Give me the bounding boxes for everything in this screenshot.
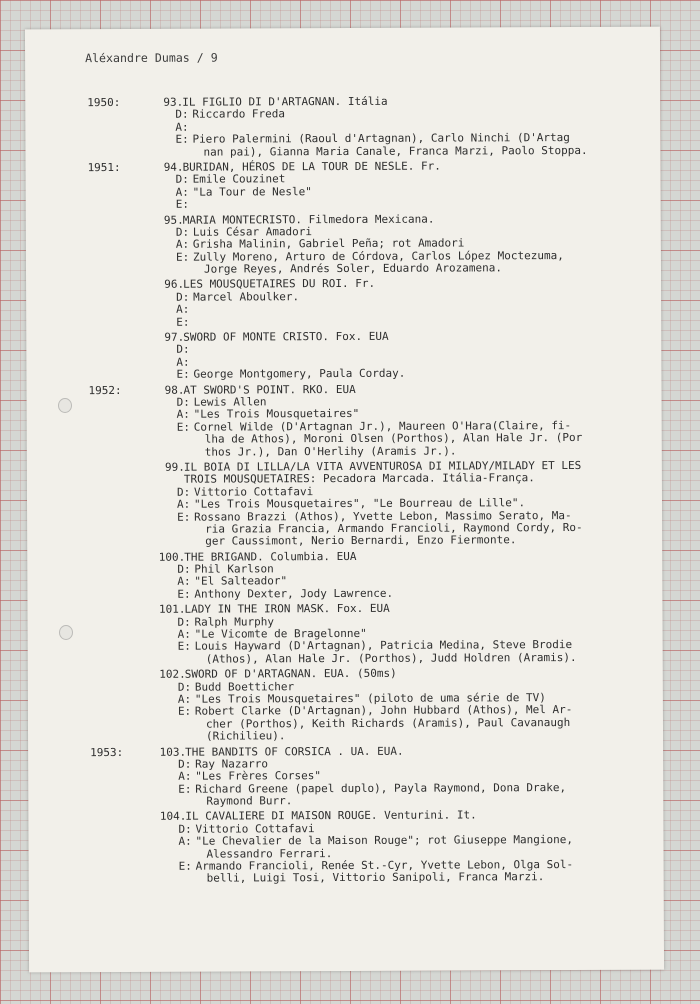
entry-title: BURIDAN, HÉROS DE LA TOUR DE NESLE. Fr. — [182, 159, 441, 174]
credit-label: E: — [177, 640, 191, 654]
entry-year: 1953: — [90, 745, 124, 759]
entry-title: THE BRIGAND. Columbia. EUA — [184, 549, 357, 564]
credit-label: A: — [178, 834, 192, 848]
credit-text: belli, Luigi Tosi, Vittorio Sanipoli, Franca Marzi. — [206, 870, 545, 886]
credit-text: "Les Trois Mousquetaires", "Le Bourreau de Lille". — [193, 496, 526, 511]
credit-continuation — [27, 444, 662, 459]
credit-continuation — [25, 144, 660, 159]
credit-label: E: — [177, 510, 191, 524]
credit-text: "Le Vicomte de Bragelonne" — [194, 626, 367, 641]
credit-continuation — [28, 651, 663, 666]
credit-label: A: — [178, 769, 192, 784]
credit-text: Zully Moreno, Arturo de Córdova, Carlos López Moctezuma, — [192, 248, 564, 264]
film-entry — [26, 160, 661, 212]
credit-text: Budd Boetticher — [194, 679, 295, 694]
credit-label: E: — [176, 367, 190, 381]
credit-text: Phil Karlson — [194, 562, 274, 576]
credit-label: A: — [176, 302, 190, 316]
entry-number: 104. — [159, 810, 187, 824]
credit-text: Vittorio Cottafavi — [195, 822, 315, 836]
entry-title: IL CAVALIERE DI MAISON ROUGE. Venturini. It. — [185, 808, 477, 824]
credit-line-e — [27, 586, 662, 601]
credit-text: lha de Athos), Moroni Olsen (Porthos), Alan Hale Jr. (Por — [204, 431, 583, 446]
credit-label: E: — [175, 197, 189, 211]
credit-text: (Athos), Alan Hale Jr. (Porthos), Judd Holdren (Aramis). — [205, 650, 577, 666]
credit-text: nan pai), Gianna Maria Canale, Franca Marzi, Paolo Stoppa. — [203, 143, 588, 159]
entry-number: 103. — [159, 745, 187, 759]
credit-text: Alessandro Ferrari. — [206, 846, 333, 861]
entry-title: SWORD OF D'ARTAGNAN. EUA. (50ms) — [184, 666, 397, 681]
credit-label: E: — [175, 250, 190, 264]
credit-text: ger Caussimont, Nerio Bernardi, Enzo Fiermonte. — [205, 533, 517, 548]
entry-number: 93. — [163, 95, 184, 109]
entry-title: IL BOIA DI LILLA/LA VITA AVVENTUROSA DI MILADY/MILADY ET LES — [183, 458, 582, 474]
entry-year: 1952: — [88, 383, 122, 397]
entry-year: 1950: — [87, 95, 121, 110]
credit-label: D: — [176, 290, 190, 304]
credit-text: Rossano Brazzi (Athos), Yvette Lebon, Massimo Serato, Ma- — [194, 508, 572, 524]
credit-label: E: — [175, 132, 189, 146]
entry-title: AT SWORD'S POINT. RKO. EUA — [183, 382, 356, 397]
credit-text: "Les Trois Mousquetaires" (piloto de uma série de TV) — [194, 691, 546, 706]
credit-text: "El Salteador" — [194, 574, 288, 589]
credit-label: A: — [176, 497, 191, 511]
credit-label: A: — [175, 120, 189, 134]
credit-line-e — [26, 367, 661, 382]
credit-label: D: — [175, 225, 190, 239]
entry-number: 94. — [163, 160, 184, 174]
entry-number: 99. — [164, 460, 185, 474]
credit-label: A: — [176, 408, 190, 422]
credit-text: Vittorio Cottafavi — [193, 484, 314, 499]
entry-number: 96. — [164, 278, 185, 292]
credit-text: Marcel Aboulker. — [193, 290, 300, 304]
punch-hole-icon — [58, 398, 72, 413]
punch-hole-icon — [59, 625, 73, 640]
credit-label: D: — [177, 680, 192, 694]
credit-label: A: — [177, 575, 191, 589]
credit-text: Robert Clarke (D'Artagnan), John Hubbard (Athos), Mel Ar- — [194, 703, 573, 719]
credit-text: Riccardo Freda — [192, 107, 286, 122]
filmography-list — [25, 95, 663, 890]
entry-number: 101. — [158, 602, 186, 617]
entry-title: SWORD OF MONTE CRISTO. Fox. EUA — [183, 329, 389, 344]
credit-label: A: — [177, 627, 191, 641]
entry-title: TROIS MOUSQUETAIRES: Pecadora Marcada. Itália-França. — [183, 471, 535, 487]
entry-number: 98. — [164, 383, 185, 397]
credit-label: D: — [175, 173, 189, 187]
film-entry — [25, 95, 660, 160]
film-entry — [28, 744, 663, 809]
film-entry — [26, 212, 661, 277]
credit-text: Jorge Reyes, Andrés Soler, Eduardo Arozamena. — [203, 261, 503, 276]
entry-number: 95. — [163, 213, 184, 227]
film-entry — [28, 809, 663, 886]
credit-label: D: — [176, 485, 191, 499]
film-entry — [26, 382, 661, 459]
credit-text: "La Tour de Nesle" — [192, 184, 312, 199]
entry-number: 97. — [164, 330, 185, 344]
credit-text: Piero Palermini (Raoul d'Artagnan), Carlo Ninchi (D'Artag — [192, 131, 570, 146]
credit-label: D: — [176, 343, 190, 357]
film-entry — [27, 602, 662, 667]
entry-number: 102. — [159, 667, 186, 681]
film-entry — [27, 549, 662, 601]
credit-text: "Les Frères Corses" — [195, 769, 322, 783]
credit-text: Armando Francioli, Renée St.-Cyr, Yvette Lebon, Olga Sol- — [195, 858, 574, 873]
credit-label: E: — [178, 782, 192, 796]
entry-title: LES MOUSQUETAIRES DU ROI. Fr. — [183, 277, 376, 292]
credit-continuation — [26, 262, 661, 277]
credit-label: A: — [175, 185, 189, 199]
credit-label: A: — [175, 237, 190, 252]
credit-text: George Montgomery, Paula Corday. — [193, 366, 406, 381]
credit-text: "Les Trois Mousquetaires" — [193, 407, 360, 422]
credit-text: ria Grazia Francia, Armando Francioli, Raymond Cordy, Ro- — [205, 520, 583, 536]
credit-label: E: — [176, 315, 190, 329]
entry-year: 1951: — [87, 160, 121, 175]
typed-page — [25, 27, 664, 973]
credit-continuation — [29, 871, 664, 886]
credit-text: Richard Greene (papel duplo), Payla Raymond, Dona Drake, — [195, 780, 567, 796]
entry-title: THE BANDITS OF CORSICA . UA. EUA. — [185, 744, 404, 759]
entry-number: 100. — [158, 550, 186, 564]
credit-text: Cornel Wilde (D'Artagnan Jr.), Maureen O'Hara(Claire, fi- — [193, 418, 572, 434]
credit-text: Anthony Dexter, Jody Lawrence. — [194, 586, 394, 601]
credit-label: E: — [177, 705, 192, 719]
credit-text: thos Jr.), Dan O'Herlihy (Aramis Jr.). — [204, 444, 457, 459]
credit-label: D: — [177, 562, 191, 576]
credit-label: D: — [175, 108, 189, 122]
credit-text: Louis Hayward (D'Artagnan), Patricia Medina, Steve Brodie — [194, 638, 573, 654]
credit-label: A: — [177, 692, 192, 706]
credit-continuation — [28, 729, 663, 744]
page-header: Aléxandre Dumas / 9 — [85, 50, 218, 66]
entry-title: IL FIGLIO DI D'ARTAGNAN. Itália — [182, 94, 388, 109]
credit-label: D: — [178, 757, 192, 771]
film-entry — [28, 667, 663, 744]
credit-text: (Richilieu). — [206, 729, 286, 743]
entry-title: MARIA MONTECRISTO. Filmedora Mexicana. — [182, 212, 435, 227]
credit-continuation — [28, 794, 663, 809]
credit-text: "Le Chevalier de la Maison Rouge"; rot Giuseppe Mangione, — [195, 833, 574, 848]
credit-label: D: — [177, 615, 191, 629]
credit-label: A: — [176, 355, 190, 369]
film-entry — [26, 277, 661, 329]
credit-label: E: — [178, 859, 192, 873]
credit-label: D: — [178, 822, 192, 836]
entry-title: LADY IN THE IRON MASK. Fox. EUA — [184, 602, 390, 616]
credit-label: E: — [177, 587, 191, 601]
film-entry — [27, 460, 662, 550]
credit-text: cher (Porthos), Keith Richards (Aramis), Paul Cavanaugh — [205, 715, 571, 731]
credit-continuation — [27, 534, 662, 549]
film-entry — [26, 330, 661, 382]
credit-label: E: — [176, 420, 190, 434]
credit-text: Ray Nazarro — [195, 757, 269, 771]
credit-line-e — [26, 314, 661, 329]
credit-text: Lewis Allen — [193, 395, 267, 409]
credit-text: Raymond Burr. — [206, 794, 293, 808]
credit-text: Ralph Murphy — [194, 614, 275, 629]
credit-text: Emile Couzinet — [192, 172, 286, 187]
credit-text: Grisha Malinin, Gabriel Peña; rot Amadori — [192, 236, 465, 251]
credit-line-e — [26, 197, 661, 212]
credit-text: Luis César Amadori — [192, 225, 313, 239]
credit-label: D: — [176, 395, 190, 409]
